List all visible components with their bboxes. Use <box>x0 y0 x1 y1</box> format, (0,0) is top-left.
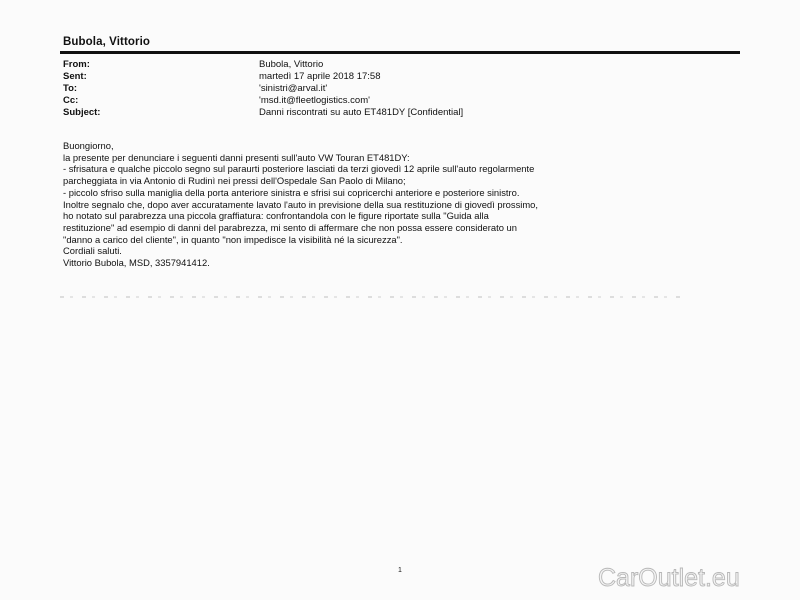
header-cc-label: Cc: <box>63 95 79 106</box>
body-line: - sfrisatura e qualche piccolo segno sul paraurti posteriore lasciati da terzi giovedì 12 aprile sull'auto regolarmente <box>63 163 535 175</box>
header-from-value: Bubola, Vittorio <box>259 59 324 70</box>
scan-artifact-line <box>60 296 680 298</box>
body-line: - piccolo sfriso sulla maniglia della porta anteriore sinistra e sfrisi sui copricerchi anteriore e posteriore sinistro. <box>63 186 520 198</box>
body-line: "danno a carico del cliente", in quanto "non impedisce la visibilità né la sicurezza". <box>63 233 403 245</box>
email-sender-title: Bubola, Vittorio <box>63 36 150 48</box>
header-sent-value: martedì 17 aprile 2018 17:58 <box>259 71 381 82</box>
header-subject-label: Subject: <box>63 107 101 118</box>
body-line: la presente per denunciare i seguenti danni presenti sull'auto VW Touran ET481DY: <box>63 151 410 163</box>
body-line: ho notato sul parabrezza una piccola graffiatura: confrontandola con le figure riportate sulla "Guida alla <box>63 210 489 222</box>
title-divider <box>60 51 740 54</box>
body-line: Inoltre segnalo che, dopo aver accuratamente lavato l'auto in previsione della sua restituzione di giovedì prossimo, <box>63 198 538 210</box>
email-body <box>63 140 743 269</box>
body-line: parcheggiata in via Antonio di Rudinì nei pressi dell'Ospedale San Paolo di Milano; <box>63 175 406 187</box>
body-line: restituzione" ad esempio di danni del parabrezza, mi sento di affermare che non possa essere considerato un <box>63 221 517 233</box>
header-sent-label: Sent: <box>63 71 87 82</box>
watermark-logo <box>596 562 796 594</box>
header-from-label: From: <box>63 59 90 70</box>
header-cc-value: 'msd.it@fleetlogistics.com' <box>259 95 370 106</box>
page-number: 1 <box>398 567 402 574</box>
body-line: Cordiali saluti. <box>63 245 122 257</box>
body-line: Buongiorno, <box>63 140 114 151</box>
header-to-value: 'sinistri@arval.it' <box>259 83 328 94</box>
watermark-text: CarOutlet.eu <box>598 564 740 592</box>
header-subject-value: Danni riscontrati su auto ET481DY [Confidential] <box>259 107 464 118</box>
body-line: Vittorio Bubola, MSD, 3357941412. <box>63 257 210 269</box>
header-to-label: To: <box>63 83 78 94</box>
